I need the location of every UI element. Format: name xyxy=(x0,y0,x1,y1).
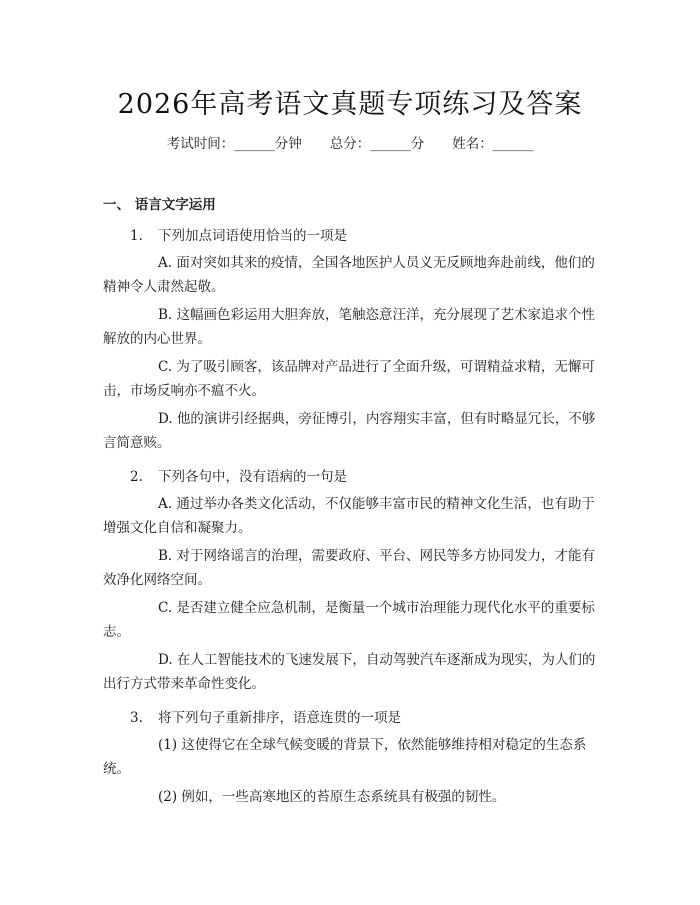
sentence-2: (2) 例如，一些高寒地区的苔原生态系统具有极强的韧性。 xyxy=(158,789,506,805)
option-d: D. 在人工智能技术的飞速发展下，自动驾驶汽车逐渐成为现实，为人们的出行方式带来革命性变化。 xyxy=(103,652,596,692)
question-3 xyxy=(103,706,603,726)
question-2 xyxy=(103,465,603,485)
page-title: 2026年高考语文真题专项练习及答案 xyxy=(117,89,583,120)
section-heading: 一、 语言文字运用 xyxy=(103,197,216,213)
option-d: D. 他的演讲引经据典，旁征博引，内容翔实丰富，但有时略显冗长，不够言简意赅。 xyxy=(103,411,596,451)
option-c: C. 为了吸引顾客，该品牌对产品进行了全面升级，可谓精益求精，无懈可击，市场反响亦不瘟不火。 xyxy=(103,359,595,399)
option-c: C. 是否建立健全应急机制，是衡量一个城市治理能力现代化水平的重要标志。 xyxy=(103,600,595,640)
question-stem: 将下列句子重新排序，语意连贯的一项是 xyxy=(158,710,401,726)
exam-time: 考试时间：______分钟 xyxy=(166,136,302,152)
total-score: 总分：______分 xyxy=(329,136,425,152)
option-a: A. 通过举办各类文化活动，不仅能够丰富市民的精神文化生活，也有助于增强文化自信和凝聚力。 xyxy=(103,496,595,536)
question-stem: 下列各句中，没有语病的一句是 xyxy=(158,469,347,485)
option-a: A. 面对突如其来的疫情，全国各地医护人员义无反顾地奔赴前线，他们的精神令人肃然起敬。 xyxy=(103,255,595,295)
question-1 xyxy=(103,224,603,244)
option-b: B. 对于网络谣言的治理，需要政府、平台、网民等多方协同发力，才能有效净化网络空间。 xyxy=(103,548,596,588)
question-number: 1. xyxy=(130,228,143,244)
option-b: B. 这幅画色彩运用大胆奔放，笔触恣意汪洋，充分展现了艺术家追求个性解放的内心世界。 xyxy=(103,307,596,347)
question-number: 2. xyxy=(130,469,143,485)
student-name: 姓名：______ xyxy=(452,136,534,152)
sentence-1: (1) 这使得它在全球气候变暖的背景下，依然能够维持相对稳定的生态系统。 xyxy=(103,737,587,777)
exam-info xyxy=(0,132,700,152)
question-stem: 下列加点词语使用恰当的一项是 xyxy=(158,228,347,244)
question-number: 3. xyxy=(130,710,143,726)
